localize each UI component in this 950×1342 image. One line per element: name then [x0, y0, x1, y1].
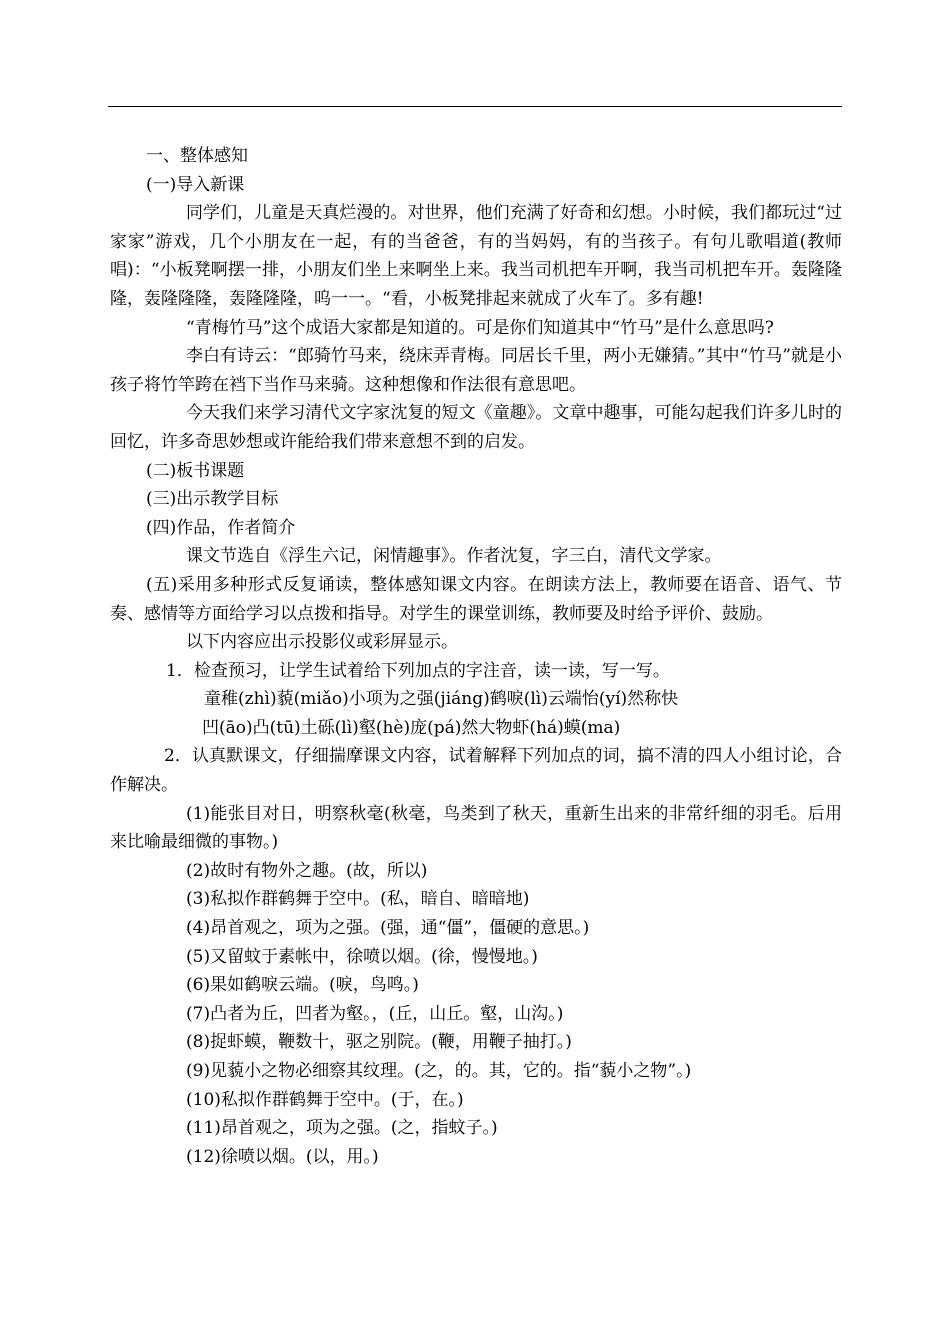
paragraph-22: (6)果如鹤唳云端。(唳，鸟鸣。) [186, 975, 419, 996]
paragraph-14: 童稚(zhì)藐(miǎo)小项为之强(jiáng)鹤唳(lì)云端怡(yí)然称快 [204, 689, 679, 710]
paragraph-10: 课文节选自《浮生六记，闲情趣事》。作者沈复，字三白，清代文学家。 [186, 546, 722, 567]
paragraph-21: (5)又留蚊于素帐中，徐喷以烟。(徐，慢慢地。) [186, 946, 538, 967]
paragraph-7: (二)板书课题 [146, 460, 245, 481]
paragraph-13: 1．检查预习，让学生试着给下列加点的字注音，读一读，写一写。 [166, 660, 670, 681]
paragraph-6: 今天我们来学习清代文字家沈复的短文《童趣》。文章中趣事，可能勾起我们许多儿时的回忆，许多奇思妙想或许能给我们带来意想不到的启发。 [110, 403, 842, 452]
paragraph-4: “青梅竹马”这个成语大家都是知道的。可是你们知道其中“竹马”是什么意思吗? [186, 317, 774, 338]
paragraph-27: (11)昂首观之，项为之强。(之，指蚊子。) [186, 1118, 498, 1139]
paragraph-20: (4)昂首观之，项为之强。(强，通“僵”，僵硬的意思。) [186, 918, 590, 939]
paragraph-15: 凹(āo)凸(tū)土砾(lì)壑(hè)庞(pá)然大物虾(há)蟆(ma) [202, 717, 621, 738]
paragraph-24: (8)捉虾蟆，鞭数十，驱之别院。(鞭，用鞭子抽打。) [186, 1032, 572, 1053]
paragraph-16: 2．认真默课文，仔细揣摩课文内容，试着解释下列加点的词，搞不清的四人小组讨论，合作解决。 [110, 746, 842, 796]
document-body [110, 142, 842, 1171]
paragraph-11: (五)采用多种形式反复诵读，整体感知课文内容。在朗读方法上，教师要在语音、语气、节奏、感情等方面给学习以点拨和指导。对学生的课堂训练，教师要及时给予评价、鼓励。 [110, 574, 842, 624]
paragraph-28: (12)徐喷以烟。(以，用。) [186, 1146, 379, 1167]
paragraph-3: 同学们，儿童是天真烂漫的。对世界，他们充满了好奇和幻想。小时候，我们都玩过“过家家”游戏，几个小朋友在一起，有的当爸爸，有的当妈妈，有的当孩子。有句儿歌唱道(教师唱)：“小板凳啊摆一排，小朋友们坐上来啊坐上来。我当司机把车开啊，我当司机把车开。轰隆隆隆，轰隆隆隆，轰隆隆隆，呜一一。“看，小板凳排起来就成了火车了。多有趣! [110, 203, 842, 309]
paragraph-17: (1)能张目对日，明察秋毫(秋毫，鸟类到了秋天，重新生出来的非常纤细的羽毛。后用来比喻最细微的事物。) [110, 803, 842, 853]
paragraph-9: (四)作品，作者简介 [146, 517, 296, 538]
paragraph-2: (一)导入新课 [146, 174, 245, 195]
paragraph-5: 李白有诗云：“郎骑竹马来，绕床弄青梅。同居长千里，两小无嫌猜。”其中“竹马”就是小孩子将竹竿跨在裆下当作马来骑。这种想像和作法很有意思吧。 [110, 346, 842, 395]
paragraph-12: 以下内容应出示投影仪或彩屏显示。 [186, 632, 458, 653]
header-rule [108, 106, 842, 107]
paragraph-23: (7)凸者为丘，凹者为壑。，(丘，山丘。壑，山沟。) [186, 1003, 564, 1024]
paragraph-18: (2)故时有物外之趣。(故，所以) [186, 860, 428, 881]
paragraph-1: 一、整体感知 [146, 146, 248, 166]
paragraph-8: (三)出示教学目标 [146, 489, 279, 510]
paragraph-26: (10)私拟作群鹤舞于空中。(于，在。) [186, 1089, 464, 1110]
paragraph-19: (3)私拟作群鹤舞于空中。(私，暗自、暗暗地) [186, 889, 530, 910]
paragraph-25: (9)见藐小之物必细察其纹理。(之，的。其，它的。指“藐小之物”。) [186, 1061, 692, 1081]
